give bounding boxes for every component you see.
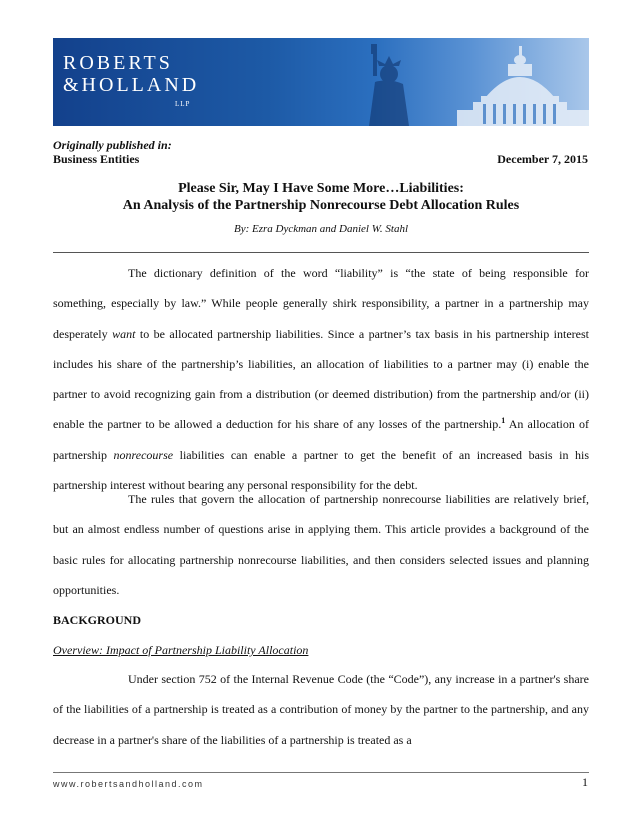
statue-of-liberty-image	[369, 44, 409, 126]
logo-llp: LLP	[175, 100, 191, 108]
p1-text-b: to be allocated partnership liabilities. Since a partner’s tax basis in his partnership interest includes his share of the partnership’s liabilities, an allocation of liabilities to a partner may (i) enable the partner to avoid recognizing gain from a distribution (or deemed distribution) from the partnership and/or (ii) enable the partner to be allowed a deduction for his share of any losses of the partnership.	[53, 326, 590, 432]
logo-name-line1: ROBERTS	[63, 52, 173, 74]
article-byline: By: Ezra Dyckman and Daniel W. Stahl	[233, 223, 409, 235]
section-heading: BACKGROUND	[53, 613, 142, 627]
p1-emphasis-nonrecourse: nonrecourse	[113, 447, 174, 462]
p1-text-c: An allocation of partnership	[53, 417, 589, 462]
footer-divider	[53, 772, 589, 773]
paragraph-rules: The rules that govern the allocation of partnership nonrecourse liabilities are relatively brief, but an almost endless number of questions arise in applying them. This article provides a background of the basic rules for allocating partnership nonrecourse liabilities, and then considers selected issues and planning opportunities.	[53, 492, 589, 597]
footer-url[interactable]: www.robertsandholland.com	[53, 779, 204, 789]
paragraph-section-752: Under section 752 of the Internal Revenue Code (the “Code”), any increase in a partner's share of the liabilities of a partnership is treated as a contribution of money by the partner to the partnership, and any decrease in a partner's share of the liabilities of a partnership is treated as a	[53, 672, 589, 747]
header-banner	[53, 38, 589, 126]
p1-text-d: liabilities can enable a partner to get the benefit of an increased basis in his partnership interest without bearing any personal responsibility for the debt.	[53, 447, 589, 493]
firm-logo	[63, 52, 200, 108]
section-subheading: Overview: Impact of Partnership Liability Allocation	[53, 643, 309, 657]
footnote-ref[interactable]: 1	[501, 416, 506, 426]
published-label: Originally published in:	[53, 138, 172, 152]
article-title-line1: Please Sir, May I Have Some More…Liabilities:	[178, 181, 464, 196]
paragraph-intro	[53, 258, 589, 500]
p1-text-a: The dictionary definition of the word “liability” is “the state of being responsible for something, especially by law.” While people generally shirk responsibility, a partner in a partnership may desperately	[53, 266, 589, 341]
header-divider	[53, 252, 589, 253]
logo-name-line2: &HOLLAND	[63, 74, 200, 96]
article-title-line2: An Analysis of the Partnership Nonrecourse Debt Allocation Rules	[122, 198, 520, 213]
p1-emphasis-want: want	[112, 326, 136, 341]
publication-name: Business Entities	[53, 152, 140, 166]
page-number: 1	[582, 775, 588, 789]
publication-date: December 7, 2015	[497, 152, 588, 166]
